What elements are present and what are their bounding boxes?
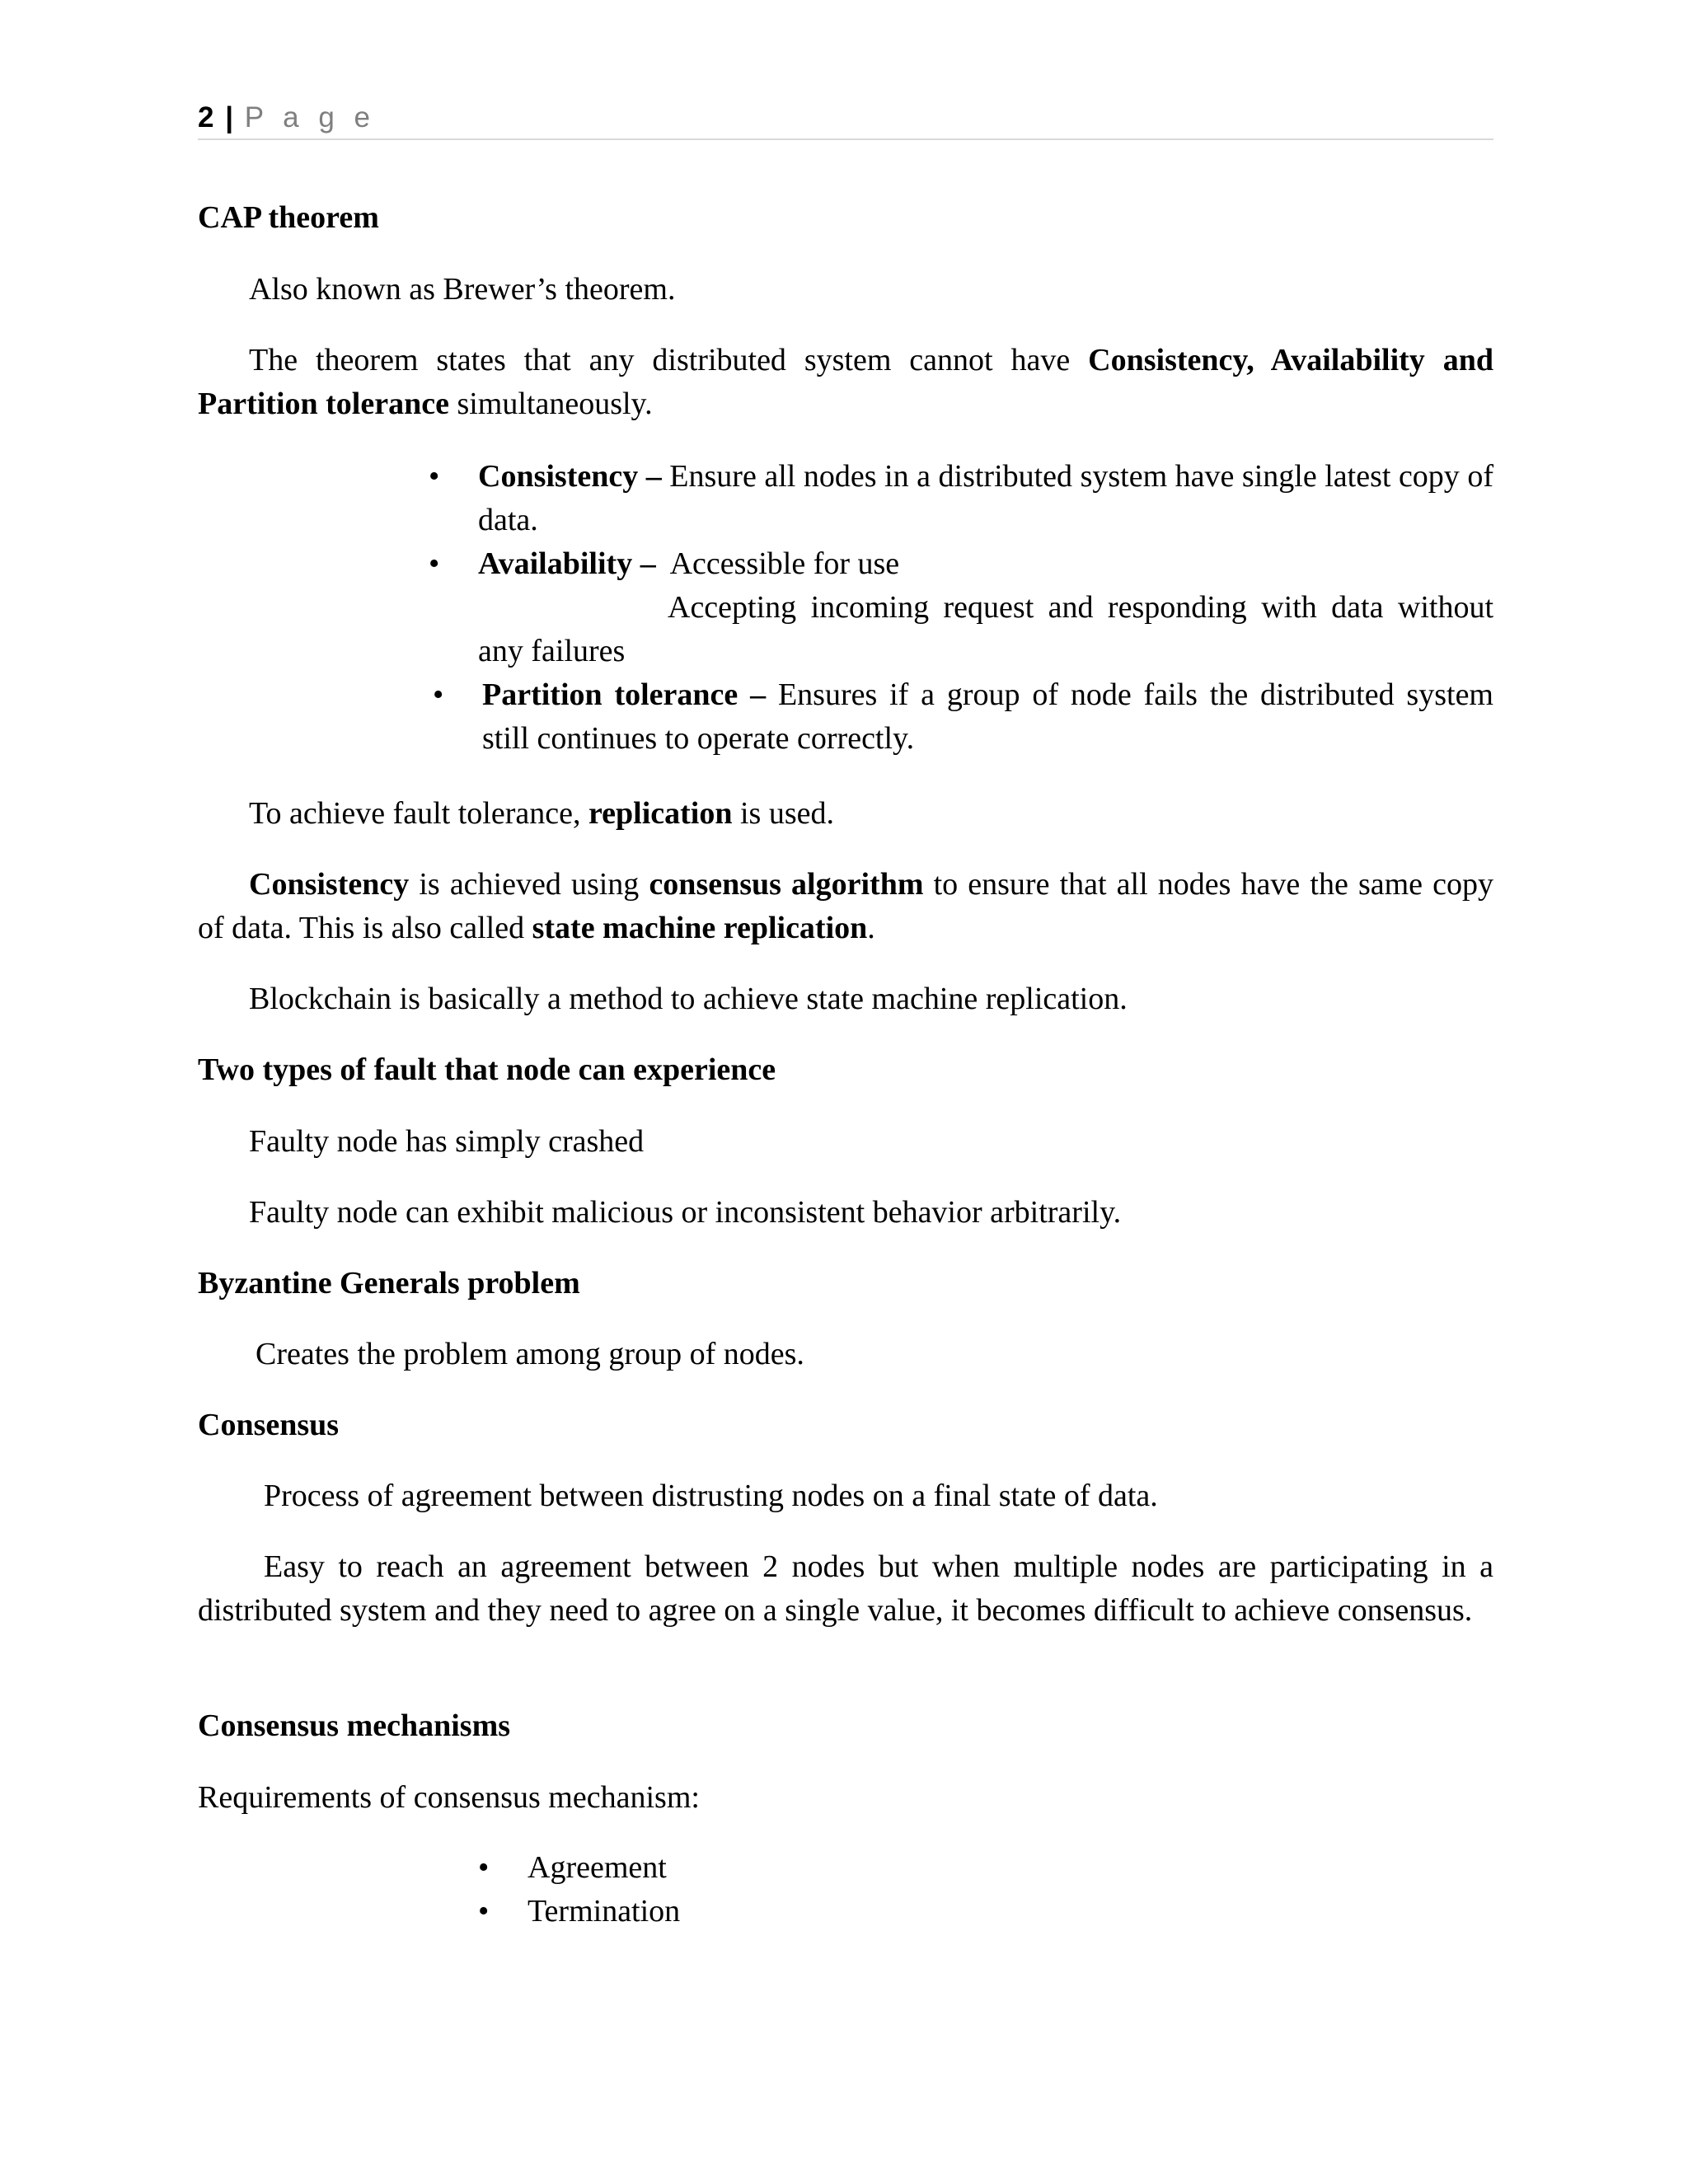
- list-item-availability-detail: Accepting incoming request and responding with data without any failures: [478, 590, 1493, 668]
- page-header: [198, 97, 1493, 140]
- cap-aka: Also known as Brewer’s theorem.: [249, 272, 676, 307]
- bullet-icon: •: [478, 1850, 490, 1885]
- bullet-icon: •: [429, 459, 440, 494]
- bullet-icon: •: [478, 1894, 490, 1929]
- requirements-list: [478, 1846, 1187, 1933]
- list-item-agreement: • Agreement: [528, 1846, 1187, 1890]
- fault-types-heading: Two types of fault that node can experience: [198, 1052, 776, 1087]
- list-item-partition-tolerance: • Partition tolerance – Ensures if a group of node fails the distributed system still continues to operate correctly.: [482, 673, 1493, 761]
- cap-statement: The theorem states that any distributed system cannot have Consistency, Availability and Partition tolerance simultaneously.: [198, 343, 1493, 421]
- blockchain-line: Blockchain is basically a method to achieve state machine replication.: [249, 982, 1128, 1016]
- mechanisms-intro: Requirements of consensus mechanism:: [198, 1780, 700, 1815]
- consensus-difficulty: Easy to reach an agreement between 2 nodes but when multiple nodes are participating in a distributed system and they need to agree on a single value, it becomes difficult to achieve consensus.: [198, 1549, 1493, 1628]
- list-item-termination: • Termination: [528, 1890, 1187, 1933]
- cap-theorem-heading: CAP theorem: [198, 200, 379, 235]
- byzantine-heading: Byzantine Generals problem: [198, 1266, 580, 1301]
- fault-type-malicious: Faulty node can exhibit malicious or inconsistent behavior arbitrarily.: [249, 1195, 1122, 1230]
- fault-tolerance-line: To achieve fault tolerance, replication is used.: [249, 796, 834, 831]
- fault-type-crash: Faulty node has simply crashed: [249, 1124, 645, 1159]
- consistency-paragraph: Consistency is achieved using consensus algorithm to ensure that all nodes have the same copy of data. This is also called state machine replication.: [198, 867, 1494, 945]
- byzantine-text: Creates the problem among group of nodes.: [256, 1337, 804, 1371]
- page-label: P a g e: [244, 101, 377, 134]
- consensus-definition: Process of agreement between distrusting nodes on a final state of data.: [264, 1479, 1158, 1513]
- consensus-heading: Consensus: [198, 1408, 340, 1442]
- bullet-icon: •: [433, 677, 444, 712]
- consensus-mechanisms-heading: Consensus mechanisms: [198, 1708, 511, 1743]
- cap-properties-list: [429, 455, 1493, 761]
- page-number: 2: [198, 101, 214, 134]
- header-separator: |: [225, 101, 233, 134]
- bullet-icon: •: [429, 546, 440, 581]
- list-item-availability: • Availability – Accessible for use: [478, 542, 1493, 586]
- list-item-consistency: • Consistency – Ensure all nodes in a distributed system have single latest copy of data.: [478, 455, 1493, 542]
